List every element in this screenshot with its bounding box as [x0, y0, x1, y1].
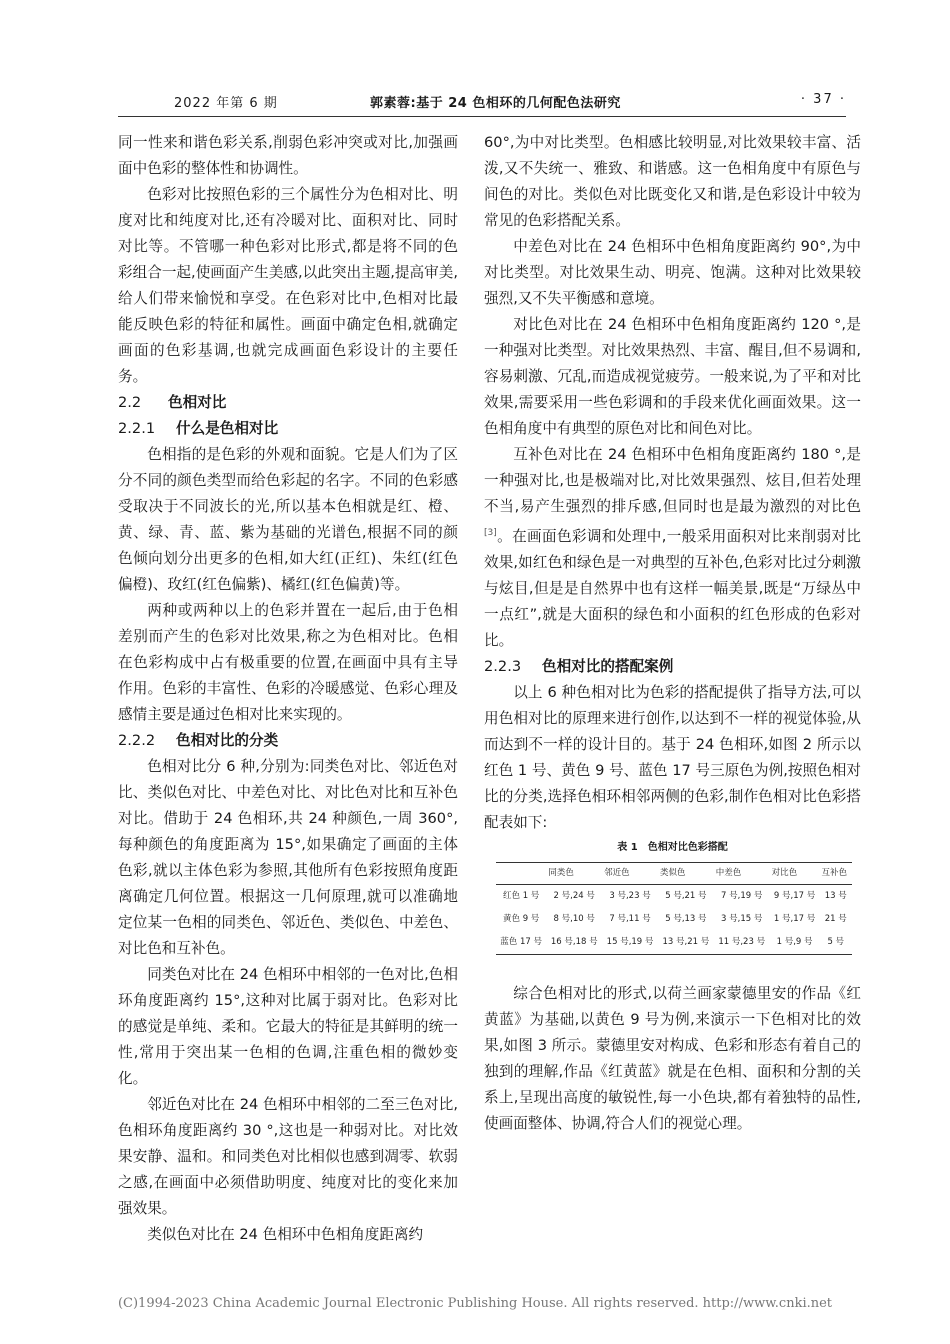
- page-number: · 37 ·: [800, 92, 846, 107]
- table-cell: 9 号,17 号: [773, 890, 816, 901]
- paragraph: 色彩对比按照色彩的三个属性分为色相对比、明度对比和纯度对比,还有冷暖对比、面积对比、同时对比等。不管哪一种色彩对比形式,都是将不同的色彩组合一起,使画面产生美感,以此突出主题,提高审美,给人们带来愉悦和享受。在色彩对比中,色相对比最能反映色彩的特征和属性。画面中确定色相,就确定画面的色彩基调,也就完成画面色彩设计的主要任务。: [118, 186, 458, 385]
- running-title: 郭素蓉:基于 24 色相环的几何配色法研究: [370, 96, 621, 111]
- paragraph: 类似色对比在 24 色相环中色相角度距离约: [147, 1226, 424, 1243]
- paragraph-text: 。在画面色彩调和处理中,一般采用面积对比来削弱对比效果,如红色和绿色是一对典型的互补色,色彩对比过分刺激与炫目,但是是自然界中也有这样一幅美景,既是“万绿丛中一点红”,就是大面积的绿色和小面积的红色形成的色彩对比。: [484, 527, 861, 649]
- table-cell: 15 号,19 号: [602, 931, 658, 955]
- table-header-cell: 对比色: [770, 862, 820, 884]
- table-cell: 8 号,10 号: [553, 913, 595, 924]
- table-row: [496, 908, 852, 931]
- table-cell: 7 号,11 号: [609, 913, 651, 924]
- section-title: 色相对比: [168, 394, 227, 411]
- table-row: [496, 884, 852, 908]
- table-cell: 7 号,19 号: [721, 890, 763, 901]
- copyright-footer: (C)1994-2023 China Academic Journal Electronic Publishing House. All rights reserved. http://www.cnki.net: [117, 1296, 833, 1311]
- color-match-table: [496, 862, 852, 955]
- table-header-cell: 互补色: [820, 862, 853, 884]
- table-cell: 11 号,23 号: [714, 931, 770, 955]
- right-column: [484, 130, 861, 1137]
- paragraph: 60°,为中对比类型。色相感比较明显,对比效果较丰富、活泼,又不失统一、雅致、和谐感。这一色相角度中有原色与间色的对比。类似色对比既变化又和谐,是色彩设计中较为常见的色彩搭配关系。: [484, 134, 861, 229]
- table-cell: 3 号,23 号: [609, 890, 651, 901]
- table-cell: 红色 1 号: [503, 890, 540, 901]
- section-title: 色相对比的搭配案例: [542, 657, 674, 675]
- citation-ref[interactable]: [3]: [484, 528, 497, 538]
- paragraph: [484, 442, 861, 654]
- paragraph: 综合色相对比的形式,以荷兰画家蒙德里安的作品《红黄蓝》为基础,以黄色 9 号为例,来演示一下色相对比的效果,如图 3 所示。蒙德里安对构成、色彩和形态有着自己的独到的理解,作品《红黄蓝》就是在色相、面积和分割的关系上,呈现出高度的敏锐性,每一小色块,都有着独特的品性,使画面整体、协调,符合人们的视觉心理。: [484, 984, 861, 1132]
- running-header: [118, 92, 846, 116]
- paragraph: 中差色对比在 24 色相环中色相角度距离约 90°,为中对比类型。对比效果生动、明亮、饱满。这种对比效果较强烈,又不失平衡感和意境。: [484, 238, 861, 307]
- section-title: 色相对比的分类: [176, 732, 279, 749]
- section-number: 2.2.2: [118, 732, 156, 749]
- table-cell: 3 号,15 号: [721, 913, 763, 924]
- table-cell: 13 号,21 号: [658, 931, 714, 955]
- table-header-cell: 邻近色: [602, 862, 658, 884]
- table-cell: 5 号,21 号: [665, 890, 707, 901]
- paragraph: 同一性来和谐色彩关系,削弱色彩冲突或对比,加强画面中色彩的整体性和协调性。: [118, 134, 458, 177]
- paragraph-text: 互补色对比在 24 色相环中色相角度距离约 180 °,是一种强对比,也是极端对比,对比效果强烈、炫目,但若处理不当,易产生强烈的排斥感,但同时也是最为激烈的对比色: [484, 446, 861, 515]
- table-header-cell: 类似色: [658, 862, 714, 884]
- table-cell: 5 号: [820, 931, 853, 955]
- paragraph: 邻近色对比在 24 色相环中相邻的二至三色对比,色相环角度距离约 30 °,这也是一种弱对比。对比效果安静、温和。和同类色对比相似也感到凋零、软弱之感,在画面中必须借助明度、纯度对比的变化来加强效果。: [118, 1096, 458, 1217]
- section-heading-2-2-1: [118, 416, 458, 442]
- table-cell: 21 号: [824, 913, 847, 924]
- section-number: 2.2.1: [118, 420, 156, 437]
- table-cell: 1 号,9 号: [770, 931, 820, 955]
- paragraph: 以上 6 种色相对比为色彩的搭配提供了指导方法,可以用色相对比的原理来进行创作,以达到不一样的视觉体验,从而达到不一样的设计目的。基于 24 色相环,如图 2 所示以红色 1 号、黄色 9 号、蓝色 17 号三原色为例,按照色相对比的分类,选择色相环相邻两侧的色彩,制作色相对比色彩搭配表如下:: [484, 683, 861, 831]
- paragraph: 色相指的是色彩的外观和面貌。它是人们为了区分不同的颜色类型而给色彩起的名字。不同的色彩感受取决于不同波长的光,所以基本色相就是红、橙、黄、绿、青、蓝、紫为基础的光谱色,根据不同的颜色倾向划分出更多的色相,如大红(正红)、朱红(红色偏橙)、玫红(红色偏紫)、橘红(红色偏黄)等。: [118, 446, 458, 593]
- table-header-cell: 同类色: [546, 862, 602, 884]
- section-heading-2-2-3: [484, 654, 861, 680]
- paragraph: 两种或两种以上的色彩并置在一起后,由于色相差别而产生的色彩对比效果,称之为色相对比。色相在色彩构成中占有极重要的位置,在画面中具有主导作用。色彩的丰富性、色彩的冷暖感觉、色彩心理及感情主要是通过色相对比来实现的。: [118, 602, 458, 723]
- section-number: 2.2.3: [484, 657, 522, 675]
- table-cell: 5 号,13 号: [665, 913, 707, 924]
- table-header-row: [496, 862, 852, 884]
- section-heading-2-2-2: [118, 728, 458, 754]
- table-header-cell: [496, 862, 546, 884]
- header-rule: [118, 116, 846, 117]
- section-title: 什么是色相对比: [176, 420, 279, 437]
- left-column: [118, 130, 458, 1248]
- table-cell: 2 号,24 号: [553, 890, 595, 901]
- paragraph: 色相对比分 6 种,分别为:同类色对比、邻近色对比、类似色对比、中差色对比、对比色对比和互补色对比。借助于 24 色相环,共 24 种颜色,一周 360°,每种颜色的角度距离为 15°,如果确定了画面的主体色彩,就以主体色彩为参照,其他所有色彩按照角度距离确定几何位置。根据这一几何原理,就可以准确地定位某一色相的同类色、邻近色、类似色、中差色、对比色和互补色。: [118, 758, 458, 957]
- table-cell: 13 号: [824, 890, 847, 901]
- table-cell: 蓝色 17 号: [496, 931, 546, 955]
- table-caption: 表 1 色相对比色彩搭配: [617, 841, 728, 853]
- issue-label: 2022 年第 6 期: [174, 96, 278, 111]
- table-cell: 黄色 9 号: [503, 913, 540, 924]
- paragraph: 同类色对比在 24 色相环中相邻的一色对比,色相环角度距离约 15°,这种对比属于弱对比。色彩对比的感觉是单纯、柔和。它最大的特征是其鲜明的统一性,常用于突出某一色相的色调,注重色相的微妙变化。: [118, 966, 458, 1087]
- section-heading-2-2: [118, 390, 458, 416]
- table-cell: 1 号,17 号: [773, 913, 816, 924]
- table-cell: 16 号,18 号: [546, 931, 602, 955]
- table-header-cell: 中差色: [714, 862, 770, 884]
- table-row: [496, 931, 852, 955]
- section-number: 2.2: [118, 394, 142, 411]
- paragraph: 对比色对比在 24 色相环中色相角度距离约 120 °,是一种强对比类型。对比效果热烈、丰富、醒目,但不易调和,容易刺激、冗乱,而造成视觉疲劳。一般来说,为了平和对比效果,需要采用一些色彩调和的手段来优化画面效果。这一色相角度中有典型的原色对比和间色对比。: [484, 316, 861, 437]
